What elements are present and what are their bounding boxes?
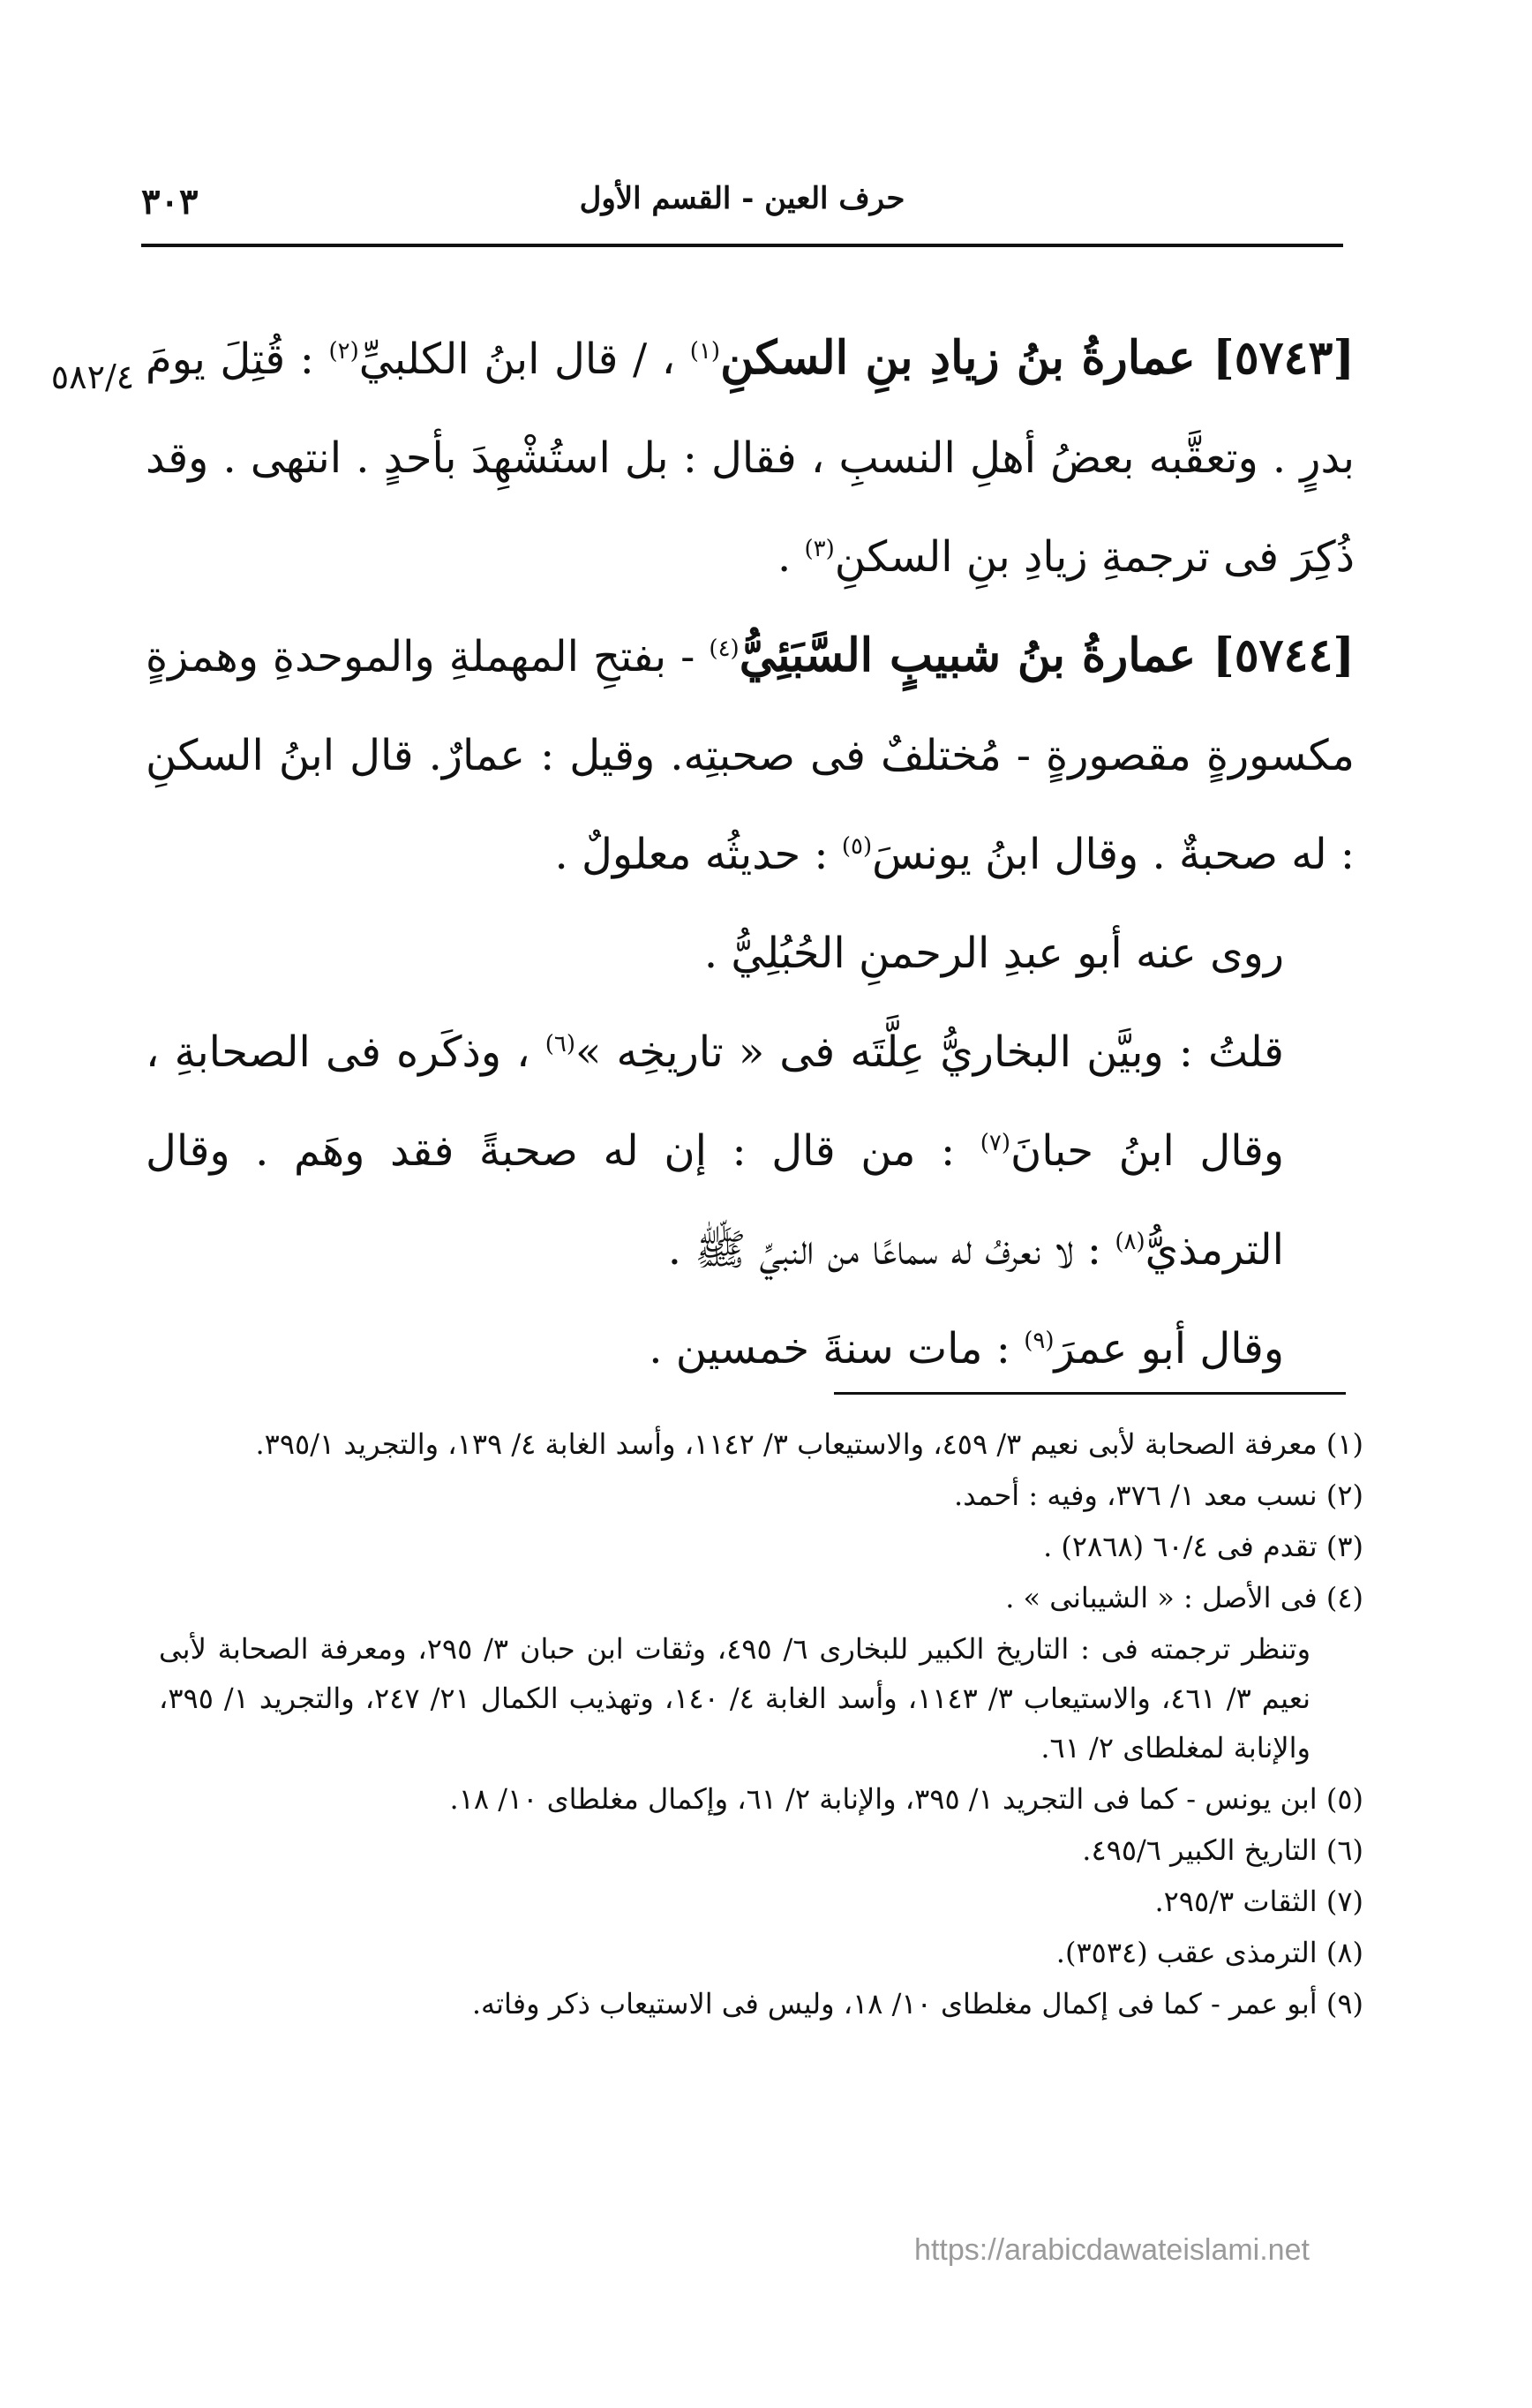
footnote-1: (١) معرفة الصحابة لأبى نعيم ٣/ ٤٥٩، والاستيعاب ٣/ ١١٤٢، وأسد الغابة ٤/ ١٣٩، والتجريد ٣٩٥/١.: [255, 1427, 1363, 1461]
entry-5744-text-1: - بفتحِ المهملةِ والموحدةِ وهمزةٍ مكسورةٍ مقصورةٍ - مُختلفٌ فى صحبتِه. وقيل : عمارٌ. قال ابنُ السكنِ : له صحبةٌ . وقال ابنُ يونسَ: [146, 632, 1355, 879]
entry-5744: [146, 606, 1355, 904]
footnote-marker-5: (٥): [841, 833, 873, 860]
footnote-marker-2: (٢): [328, 338, 359, 365]
running-title: حرف العين - القسم الأول: [579, 181, 905, 216]
footnote-marker-3: (٣): [804, 536, 835, 562]
footnote-5: (٥) ابن يونس - كما فى التجريد ١/ ٣٩٥، والإنابة ٢/ ٦١، وإكمال مغلطاى ١٠/ ١٨.: [449, 1782, 1363, 1816]
narrator-paragraph: روى عنه أبو عبدِ الرحمنِ الحُبُلِيُّ .: [703, 929, 1284, 978]
footnote-marker-6: (٦): [544, 1031, 576, 1057]
footnote-6: (٦) التاريخ الكبير ٤٩٥/٦.: [1082, 1833, 1363, 1867]
footnote-marker-4: (٤): [709, 636, 740, 662]
entry-5744-heading: [٥٧٤٤] عمارةُ بنُ شبيبٍ السَّبَئِيُّ: [739, 628, 1356, 682]
abu-umar-text-1: وقال أبو عمرَ: [1054, 1324, 1284, 1373]
footnote-marker-1: (١): [689, 338, 721, 365]
commentary-text-2: ، وذكَره فى الصحابةِ ، وقال ابنُ حبانَ: [146, 1027, 1285, 1176]
entry-5743-heading: [٥٧٤٣] عمارةُ بنُ زيادِ بنِ السكنِ: [720, 331, 1356, 385]
running-head: [141, 181, 1343, 243]
main-text: [146, 309, 1355, 1398]
commentary-text-4: : لا نعرفُ له سماعًا من النبيِّ ﷺ .: [667, 1225, 1115, 1275]
page-number: ٣٠٣: [141, 181, 199, 222]
watermark-url: https://arabicdawateislami.net: [914, 2233, 1310, 2267]
entry-5743-text-1: ، / قال ابنُ الكلبيِّ: [358, 335, 690, 384]
footnote-separator: [834, 1392, 1346, 1395]
margin-volume-page-ref: ٥٨٢/٤: [50, 357, 135, 396]
footnote-marker-9: (٩): [1024, 1328, 1055, 1354]
footnote-8: (٨) الترمذى عقب (٣٥٣٤).: [1055, 1936, 1363, 1969]
footnote-marker-7: (٧): [980, 1130, 1011, 1156]
footnote-4-continuation: وتنظر ترجمته فى : التاريخ الكبير للبخارى ٦/ ٤٩٥، وثقات ابن حبان ٣/ ٢٩٥، ومعرفة الصحابة لأبى نعيم ٣/ ٤٦١، والاستيعاب ٣/ ١١٤٣، وأسد الغابة ٤/ ١٤٠، وتهذيب الكمال ٢١/ ٢٤٧، والتجريد ١/ ٣٩٥، والإنابة لمغلطاى ٢/ ٦١.: [159, 1632, 1311, 1765]
entry-5743-text-2: : قُتِلَ يومَ بدرٍ . وتعقَّبه بعضُ أهلِ النسبِ ، فقال : بل استُشْهِدَ بأحدٍ . انتهى . وقد ذُكِرَ فى ترجمةِ زيادِ بنِ السكنِ: [146, 335, 1355, 582]
footnote-3: (٣) تقدم فى ٦٠/٤ (٢٨٦٨) .: [1043, 1530, 1363, 1563]
abu-umar-paragraph: [146, 1299, 1355, 1398]
commentary-text-1: قلتُ : وبيَّن البخاريُّ عِلَّتَه فى « تاريخِه »: [575, 1027, 1284, 1077]
entry-5743: [146, 309, 1355, 606]
commentary-text-3: : من قال : إن له صحبةً فقد وهَم . وقال الترمذيُّ: [146, 1126, 1284, 1275]
commentary-paragraph: [146, 1003, 1355, 1299]
footnote-9: (٩) أبو عمر - كما فى إكمال مغلطاى ١٠/ ١٨، وليس فى الاستيعاب ذكر وفاته.: [471, 1987, 1363, 2020]
abu-umar-text-2: : مات سنةَ خمسين .: [649, 1324, 1025, 1373]
footnote-2: (٢) نسب معد ١/ ٣٧٦، وفيه : أحمد.: [954, 1479, 1363, 1512]
footnote-4: (٤) فى الأصل : « الشيبانى » .: [1005, 1581, 1363, 1614]
header-rule: [141, 244, 1343, 247]
entry-5743-text-3: .: [777, 532, 805, 582]
footnote-7: (٧) الثقات ٢٩٥/٣.: [1154, 1885, 1363, 1918]
footnotes: [159, 1419, 1363, 2030]
footnote-marker-8: (٨): [1115, 1229, 1145, 1255]
entry-5744-text-2: : حديثُه معلولٌ .: [554, 830, 842, 879]
